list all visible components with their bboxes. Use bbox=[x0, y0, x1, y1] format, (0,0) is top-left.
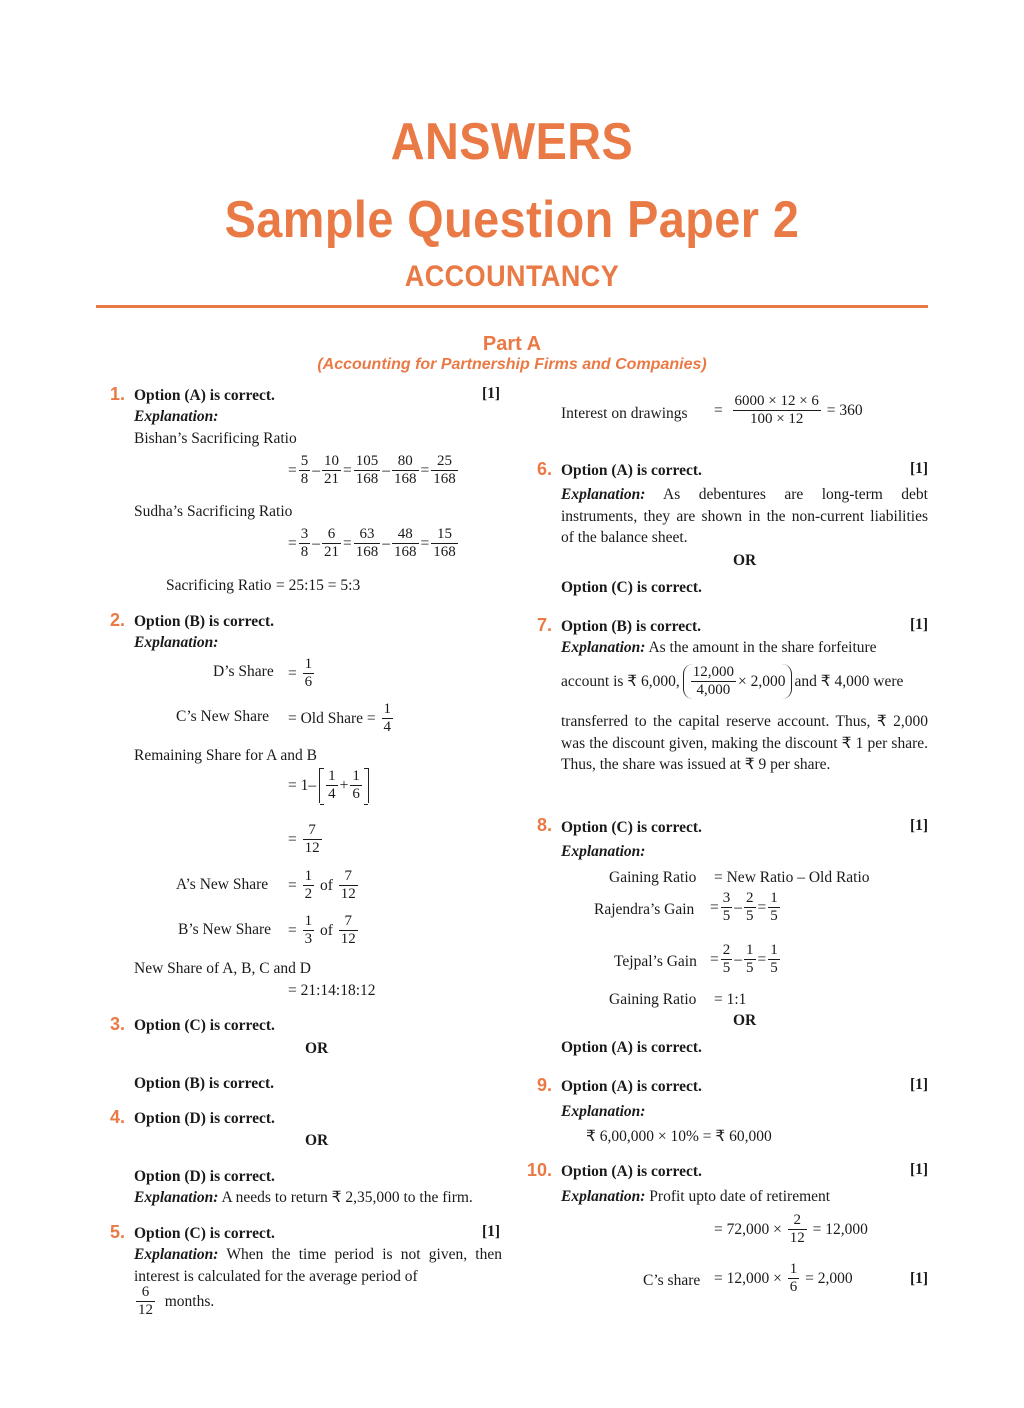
question-number: 10. bbox=[527, 1160, 553, 1180]
text-line: Sacrificing Ratio bbox=[166, 577, 272, 594]
equation: = $\frac{5}{8}$ – $\frac{10}{21}$ = $\frac{105}{168}$ – $\frac{80}{168}$ = $\frac{25}{168}$ bbox=[288, 453, 456, 487]
answer-option: Option (C) is correct. bbox=[561, 579, 702, 596]
question-number: 5. bbox=[110, 1222, 126, 1242]
or-label: OR bbox=[305, 1132, 329, 1149]
explanation-label: Explanation: bbox=[134, 634, 219, 651]
text-line: A’s New Share bbox=[176, 876, 269, 893]
explanation-text: Explanation: Profit upto date of retirement bbox=[561, 1188, 831, 1205]
text-line: Gaining Ratio bbox=[609, 869, 697, 886]
marks-label: [1] bbox=[910, 460, 929, 477]
text-line: B’s New Share bbox=[178, 921, 271, 938]
text-line: Bishan’s Sacrificing Ratio bbox=[134, 430, 297, 447]
text-line: Tejpal’s Gain bbox=[614, 953, 697, 970]
question-number: 6. bbox=[537, 459, 553, 479]
explanation-label: Explanation: bbox=[561, 1103, 646, 1120]
marks-label: [1] bbox=[910, 1076, 929, 1093]
text-line: = 21:14:18:12 bbox=[288, 982, 376, 999]
text-line: = 1:1 bbox=[714, 991, 747, 1008]
explanation-text: Explanation: As debentures are long-term debt instruments, they are shown in the non-current liabilities of the balance sheet. bbox=[561, 486, 928, 546]
text-line: C’s share bbox=[643, 1272, 701, 1289]
paper-title: Sample Question Paper 2 bbox=[224, 191, 800, 249]
equation: = $\frac{1}{2}$ of $\frac{7}{12}$ bbox=[288, 868, 356, 902]
answer-option: Option (B) is correct. bbox=[134, 613, 275, 630]
answer-option: Option (B) is correct. bbox=[561, 618, 702, 635]
part-heading: Part A bbox=[482, 333, 542, 355]
answer-option: Option (B) is correct. bbox=[134, 1075, 275, 1092]
text-line: Remaining Share for A and B bbox=[134, 747, 317, 764]
answer-option: Option (C) is correct. bbox=[134, 1225, 275, 1242]
equation: = $\frac{3}{8}$ – $\frac{6}{21}$ = $\frac{63}{168}$ – $\frac{48}{168}$ = $\frac{15}{168}$ bbox=[288, 526, 456, 560]
marks-label: [1] bbox=[482, 385, 501, 402]
or-label: OR bbox=[733, 1012, 757, 1029]
header-divider bbox=[96, 305, 928, 308]
answer-option: Option (D) is correct. bbox=[134, 1168, 275, 1185]
answer-option: Option (A) is correct. bbox=[561, 462, 702, 479]
text-line: New Share of A, B, C and D bbox=[134, 960, 311, 977]
explanation-text: Explanation: When the time period is not given, then interest is calculated for the average period of bbox=[134, 1246, 502, 1285]
or-label: OR bbox=[733, 552, 757, 569]
equation: = $\frac{1}{6}$ bbox=[288, 656, 313, 690]
answer-option: Option (A) is correct. bbox=[561, 1078, 702, 1095]
answer-option: Option (A) is correct. bbox=[134, 387, 275, 404]
explanation-label: Explanation: bbox=[134, 408, 219, 425]
answer-option: Option (C) is correct. bbox=[134, 1017, 275, 1034]
explanation-label: Explanation: bbox=[561, 843, 646, 860]
marks-label: [1] bbox=[482, 1223, 501, 1240]
answer-option: Option (D) is correct. bbox=[134, 1110, 275, 1127]
text-line: Rajendra’s Gain bbox=[594, 901, 695, 918]
equation: = 72,000 × $\frac{2}{12}$ = 12,000 bbox=[714, 1212, 868, 1246]
or-label: OR bbox=[305, 1040, 329, 1057]
explanation-text: Explanation: As the amount in the share forfeiture bbox=[561, 639, 877, 656]
marks-label: [1] bbox=[910, 817, 929, 834]
text-line: ₹ 6,00,000 × 10% = ₹ 60,000 bbox=[586, 1128, 772, 1145]
marks-label: [1] bbox=[910, 616, 929, 633]
equation: account is ₹ 6,000, $\frac{12,000}{4,000}$ × 2,000 and ₹ 4,000 were bbox=[561, 664, 904, 698]
text-line: D’s Share bbox=[213, 663, 274, 680]
equation: = $\frac{3}{5}$ – $\frac{2}{5}$ = $\frac{1}{5}$ bbox=[710, 890, 778, 924]
equation: = 1– $\frac{1}{4}$ + $\frac{1}{6}$ bbox=[288, 768, 372, 803]
equation: = $\frac{7}{12}$ bbox=[288, 822, 320, 856]
equation: $\frac{6}{12}$ months. bbox=[138, 1284, 215, 1318]
equation: = $\frac{6000 \times 12 \times 6}{100 \times 12}$ = 360 bbox=[714, 393, 863, 427]
equation: = Old Share = $\frac{1}{4}$ bbox=[288, 701, 392, 735]
text-line: Sudha’s Sacrificing Ratio bbox=[134, 503, 293, 520]
subject-title: ACCOUNTANCY bbox=[404, 260, 620, 293]
page-title: ANSWERS bbox=[390, 113, 634, 171]
marks-label: [1] bbox=[910, 1270, 929, 1287]
question-number: 3. bbox=[110, 1014, 126, 1034]
text-line: = 25:15 = 5:3 bbox=[276, 577, 361, 594]
text-line: C’s New Share bbox=[176, 708, 269, 725]
explanation-text: Explanation: A needs to return ₹ 2,35,000 to the firm. bbox=[134, 1189, 473, 1206]
equation: = 12,000 × $\frac{1}{6}$ = 2,000 bbox=[714, 1261, 853, 1295]
text-line: = New Ratio – Old Ratio bbox=[714, 869, 870, 886]
question-number: 8. bbox=[537, 815, 553, 835]
question-number: 9. bbox=[537, 1075, 553, 1095]
part-subheading: (Accounting for Partnership Firms and Companies) bbox=[317, 356, 707, 373]
question-number: 2. bbox=[110, 610, 126, 630]
answer-option: Option (C) is correct. bbox=[561, 819, 702, 836]
equation: = $\frac{2}{5}$ – $\frac{1}{5}$ = $\frac{1}{5}$ bbox=[710, 942, 778, 976]
answer-option: Option (A) is correct. bbox=[561, 1163, 702, 1180]
text-line: Gaining Ratio bbox=[609, 991, 697, 1008]
answer-option: Option (A) is correct. bbox=[561, 1039, 702, 1056]
question-number: 1. bbox=[110, 384, 126, 404]
equation: = $\frac{1}{3}$ of $\frac{7}{12}$ bbox=[288, 913, 356, 947]
explanation-text: transferred to the capital reserve account. Thus, ₹ 2,000 was the discount given, making the discount ₹ 1 per share. Thus, the share was issued at ₹ 9 per share. bbox=[561, 713, 928, 773]
question-number: 7. bbox=[537, 615, 553, 635]
marks-label: [1] bbox=[910, 1161, 929, 1178]
question-number: 4. bbox=[110, 1107, 126, 1127]
text-line: Interest on drawings bbox=[561, 405, 688, 422]
